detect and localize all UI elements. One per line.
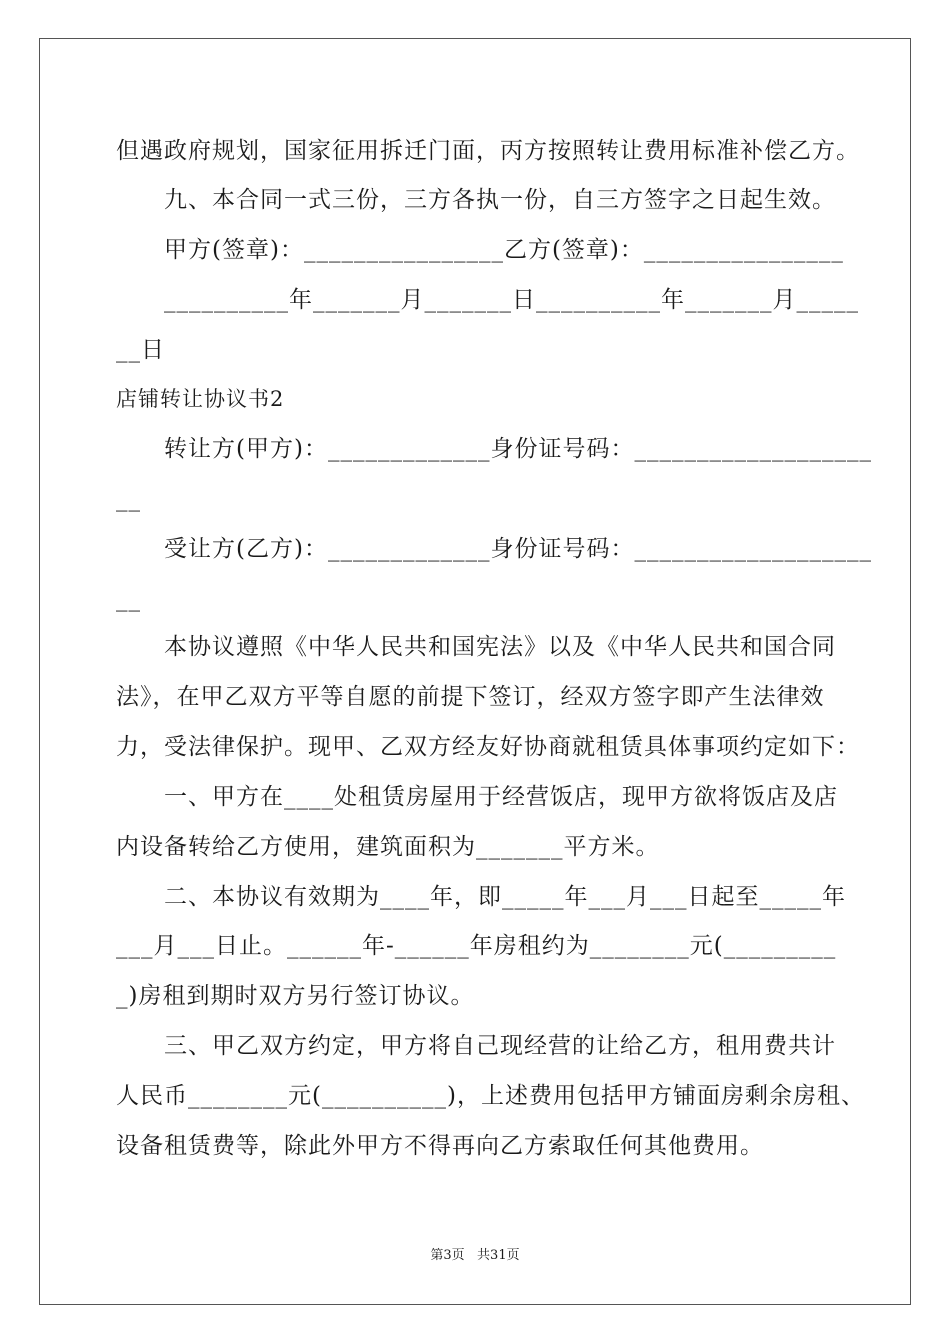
transferee-line: 受让方(乙方)：_____________身份证号码：___________________: [164, 536, 872, 562]
preamble-line: 法》，在甲乙双方平等自愿的前提下签订，经双方签字即产生法律效: [116, 684, 825, 710]
clause-two-line: _)房租到期时双方另行签订协议。: [116, 983, 475, 1009]
transferor-line-continued: __: [116, 486, 141, 512]
clause-three-line: 三、甲乙双方约定，甲方将自己现经营的让给乙方，租用费共计: [164, 1033, 836, 1059]
paragraph-line: 但遇政府规划，国家征用拆迁门面，丙方按照转让费用标准补偿乙方。: [116, 138, 860, 164]
date-line-continued: __日: [116, 337, 165, 363]
preamble-line: 本协议遵照《中华人民共和国宪法》以及《中华人民共和国合同: [164, 634, 836, 660]
clause-nine: 九、本合同一式三份，三方各执一份，自三方签字之日起生效。: [164, 187, 836, 213]
clause-two-line: ___月___日止。______年-______年房租约为________元(_________: [116, 933, 837, 959]
transferor-line: 转让方(甲方)：_____________身份证号码：___________________: [164, 436, 872, 462]
clause-three-line: 设备租赁费等，除此外甲方不得再向乙方索取任何其他费用。: [116, 1133, 764, 1159]
transferee-line-continued: __: [116, 586, 141, 612]
clause-two-line: 二、本协议有效期为____年，即_____年___月___日起至_____年: [164, 884, 846, 910]
agreement-title: 店铺转让协议书2: [116, 387, 285, 411]
preamble-line: 力，受法律保护。现甲、乙双方经友好协商就租赁具体事项约定如下：: [116, 734, 860, 760]
clause-one-line: 一、甲方在____处租赁房屋用于经营饭店，现甲方欲将饭店及店: [164, 784, 838, 810]
page-border: [39, 38, 911, 1305]
clause-three-line: 人民币________元(__________)，上述费用包括甲方铺面房剩余房租、: [116, 1083, 865, 1109]
page-number: 第3页 共31页: [430, 1248, 520, 1263]
clause-one-line: 内设备转给乙方使用，建筑面积为_______平方米。: [116, 834, 660, 860]
date-line: __________年_______月_______日__________年_______月_____: [164, 287, 859, 313]
signature-line: 甲方(签章)：________________乙方(签章)：________________: [164, 237, 844, 263]
